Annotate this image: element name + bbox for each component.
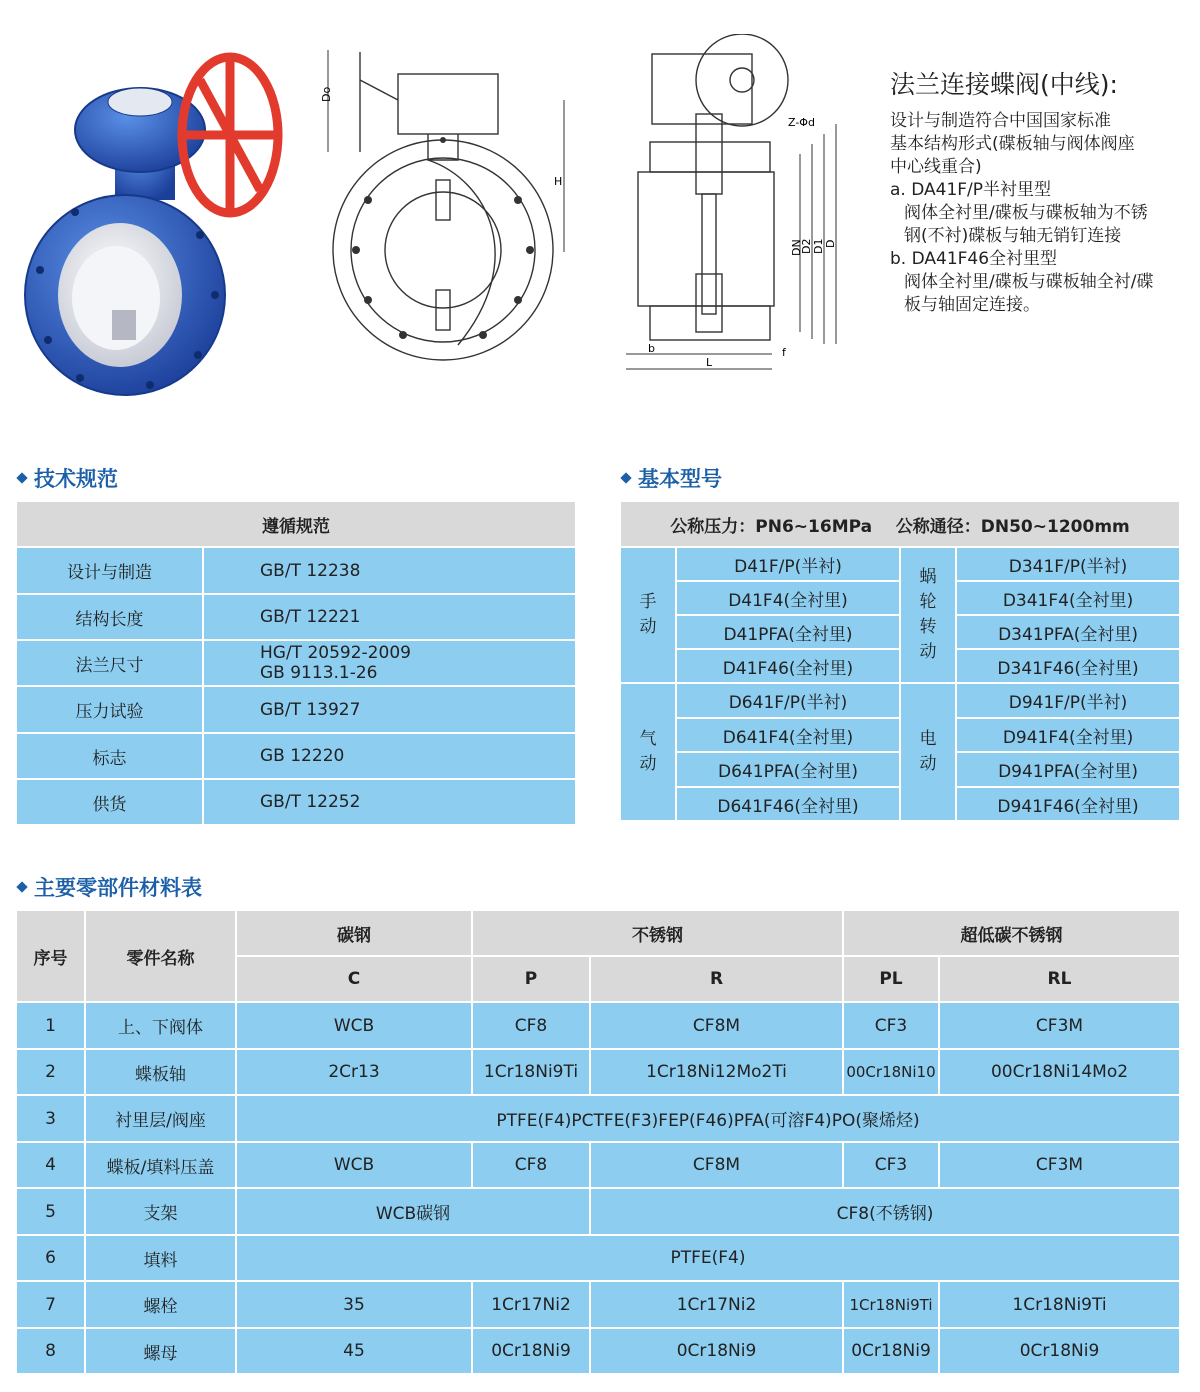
tech-row-name: 压力试验 bbox=[16, 686, 203, 733]
cell-rl: 1Cr18Ni9Ti bbox=[939, 1281, 1180, 1328]
row-no: 7 bbox=[16, 1281, 85, 1328]
cell-r: 1Cr18Ni12Mo2Ti bbox=[590, 1049, 843, 1095]
cell-p: CF8 bbox=[472, 1142, 590, 1188]
row-no: 4 bbox=[16, 1142, 85, 1188]
row-name: 支架 bbox=[85, 1188, 236, 1235]
row-no: 3 bbox=[16, 1095, 85, 1142]
group-stainless: 不锈钢 bbox=[472, 910, 843, 956]
materials-section-heading bbox=[18, 872, 202, 902]
intro-line: a. DA41F/P半衬里型 bbox=[890, 180, 1052, 200]
model-item: D641F46(全衬里) bbox=[676, 787, 900, 821]
tech-row-name: 法兰尺寸 bbox=[16, 640, 203, 686]
code-p: P bbox=[472, 956, 590, 1002]
model-item: D41PFA(全衬里) bbox=[676, 615, 900, 649]
materials-table bbox=[15, 909, 1181, 1375]
cell-p: 1Cr18Ni9Ti bbox=[472, 1049, 590, 1095]
models-section-heading bbox=[622, 463, 722, 493]
model-item: D41F/P(半衬) bbox=[676, 547, 900, 581]
materials-heading-text: 主要零部件材料表 bbox=[34, 876, 202, 900]
model-item: D941PFA(全衬里) bbox=[956, 752, 1180, 787]
cell-c: 2Cr13 bbox=[236, 1049, 472, 1095]
model-item: D641F4(全衬里) bbox=[676, 718, 900, 752]
cell-pl: 0Cr18Ni9 bbox=[843, 1328, 939, 1374]
label-l: L bbox=[706, 356, 713, 369]
cell-p: CF8 bbox=[472, 1002, 590, 1049]
row-no: 5 bbox=[16, 1188, 85, 1235]
tech-row-name: 供货 bbox=[16, 779, 203, 825]
label-b: b bbox=[648, 342, 655, 355]
cell-c: WCB bbox=[236, 1002, 472, 1049]
row-name: 填料 bbox=[85, 1235, 236, 1281]
intro-line: 基本结构形式(碟板轴与阀体阀座 bbox=[890, 134, 1135, 154]
tech-header: 遵循规范 bbox=[16, 501, 576, 547]
intro-line: 设计与制造符合中国国家标准 bbox=[890, 111, 1111, 131]
tech-row-value bbox=[203, 640, 576, 686]
tech-row-name: 标志 bbox=[16, 733, 203, 779]
label-d: D bbox=[824, 239, 837, 248]
row-no: 6 bbox=[16, 1235, 85, 1281]
cell-c: 35 bbox=[236, 1281, 472, 1328]
intro-line: 阀体全衬里/碟板与碟板轴全衬/碟 bbox=[904, 272, 1154, 292]
label-d2: D2 bbox=[800, 238, 813, 254]
cell-r: CF8M bbox=[590, 1002, 843, 1049]
model-item: D41F46(全衬里) bbox=[676, 649, 900, 683]
row-name: 螺栓 bbox=[85, 1281, 236, 1328]
row-no: 1 bbox=[16, 1002, 85, 1049]
tech-row-value: GB/T 12252 bbox=[203, 779, 576, 825]
model-item: D341PFA(全衬里) bbox=[956, 615, 1180, 649]
models-label-manual: 手 动 bbox=[620, 547, 676, 683]
models-header: 公称压力：PN6~16MPa 公称通径：DN50~1200mm bbox=[620, 501, 1180, 547]
tech-value-line2: GB 9113.1-26 bbox=[260, 663, 378, 683]
label-dn: DN bbox=[790, 239, 803, 256]
cell-rl: 0Cr18Ni9 bbox=[939, 1328, 1180, 1374]
tech-section-heading bbox=[18, 463, 118, 493]
intro-title: 法兰连接蝶阀(中线): bbox=[890, 70, 1118, 99]
row-no: 8 bbox=[16, 1328, 85, 1374]
code-pl: PL bbox=[843, 956, 939, 1002]
intro-line: b. DA41F46全衬里型 bbox=[890, 249, 1058, 269]
label-z: Z-Φd bbox=[788, 116, 815, 129]
models-label-electric: 电 动 bbox=[900, 683, 956, 821]
tech-row-name: 结构长度 bbox=[16, 594, 203, 640]
code-r: R bbox=[590, 956, 843, 1002]
cell-r: CF8M bbox=[590, 1142, 843, 1188]
code-rl: RL bbox=[939, 956, 1180, 1002]
col-no: 序号 bbox=[16, 910, 85, 1002]
model-item: D941F4(全衬里) bbox=[956, 718, 1180, 752]
cell-rl: CF3M bbox=[939, 1142, 1180, 1188]
valve-product-photo bbox=[20, 40, 290, 400]
intro-line: 钢(不衬)碟板与轴无销钉连接 bbox=[904, 226, 1122, 246]
row-name: 衬里层/阀座 bbox=[85, 1095, 236, 1142]
cell-all: PTFE(F4)PCTFE(F3)FEP(F46)PFA(可溶F4)PO(聚烯烃) bbox=[236, 1095, 1180, 1142]
cell-all: PTFE(F4) bbox=[236, 1235, 1180, 1281]
model-item: D341F4(全衬里) bbox=[956, 581, 1180, 615]
code-c: C bbox=[236, 956, 472, 1002]
model-item: D341F46(全衬里) bbox=[956, 649, 1180, 683]
row-no: 2 bbox=[16, 1049, 85, 1095]
model-item: D941F46(全衬里) bbox=[956, 787, 1180, 821]
tech-heading-text: 技术规范 bbox=[34, 467, 118, 491]
front-view-drawing bbox=[318, 40, 578, 380]
intro-line: 中心线重合) bbox=[890, 157, 982, 177]
intro-description bbox=[890, 68, 1190, 317]
intro-line: 阀体全衬里/碟板与碟板轴为不锈 bbox=[904, 203, 1148, 223]
label-d1: D1 bbox=[812, 238, 825, 254]
model-item: D641F/P(半衬) bbox=[676, 683, 900, 718]
row-name: 蝶板/填料压盖 bbox=[85, 1142, 236, 1188]
tech-row-value: GB 12220 bbox=[203, 733, 576, 779]
tech-value-line1: HG/T 20592-2009 bbox=[260, 643, 411, 663]
diamond-icon bbox=[620, 472, 631, 483]
cell-rl: CF3M bbox=[939, 1002, 1180, 1049]
label-h: H bbox=[554, 175, 563, 188]
group-carbon: 碳钢 bbox=[236, 910, 472, 956]
tech-spec-table bbox=[15, 500, 577, 826]
cell-pl: CF3 bbox=[843, 1142, 939, 1188]
label-f: f bbox=[782, 346, 786, 359]
group-ultralow: 超低碳不锈钢 bbox=[843, 910, 1180, 956]
diamond-icon bbox=[16, 881, 27, 892]
cell-r: 1Cr17Ni2 bbox=[590, 1281, 843, 1328]
model-item: D941F/P(半衬) bbox=[956, 683, 1180, 718]
cell-pl: 00Cr18Ni10 bbox=[843, 1049, 939, 1095]
model-item: D341F/P(半衬) bbox=[956, 547, 1180, 581]
row-name: 螺母 bbox=[85, 1328, 236, 1374]
cell-c: 45 bbox=[236, 1328, 472, 1374]
models-heading-text: 基本型号 bbox=[638, 467, 722, 491]
model-item: D41F4(全衬里) bbox=[676, 581, 900, 615]
tech-row-value: GB/T 12238 bbox=[203, 547, 576, 594]
cell-c: WCB碳钢 bbox=[236, 1188, 590, 1235]
cell-p: 0Cr18Ni9 bbox=[472, 1328, 590, 1374]
row-name: 蝶板轴 bbox=[85, 1049, 236, 1095]
cell-rest: CF8(不锈钢) bbox=[590, 1188, 1180, 1235]
label-do: Do bbox=[320, 86, 333, 102]
tech-row-value: GB/T 13927 bbox=[203, 686, 576, 733]
models-label-pneumatic: 气 动 bbox=[620, 683, 676, 821]
diamond-icon bbox=[16, 472, 27, 483]
tech-row-value: GB/T 12221 bbox=[203, 594, 576, 640]
models-label-worm: 蜗 轮 转 动 bbox=[900, 547, 956, 683]
cell-c: WCB bbox=[236, 1142, 472, 1188]
cell-p: 1Cr17Ni2 bbox=[472, 1281, 590, 1328]
side-view-drawing bbox=[612, 34, 857, 379]
models-table bbox=[619, 500, 1181, 822]
tech-row-name: 设计与制造 bbox=[16, 547, 203, 594]
model-item: D641PFA(全衬里) bbox=[676, 752, 900, 787]
row-name: 上、下阀体 bbox=[85, 1002, 236, 1049]
cell-r: 0Cr18Ni9 bbox=[590, 1328, 843, 1374]
col-name: 零件名称 bbox=[85, 910, 236, 1002]
cell-pl: 1Cr18Ni9Ti bbox=[843, 1281, 939, 1328]
cell-pl: CF3 bbox=[843, 1002, 939, 1049]
intro-line: 板与轴固定连接。 bbox=[904, 295, 1040, 315]
cell-rl: 00Cr18Ni14Mo2 bbox=[939, 1049, 1180, 1095]
